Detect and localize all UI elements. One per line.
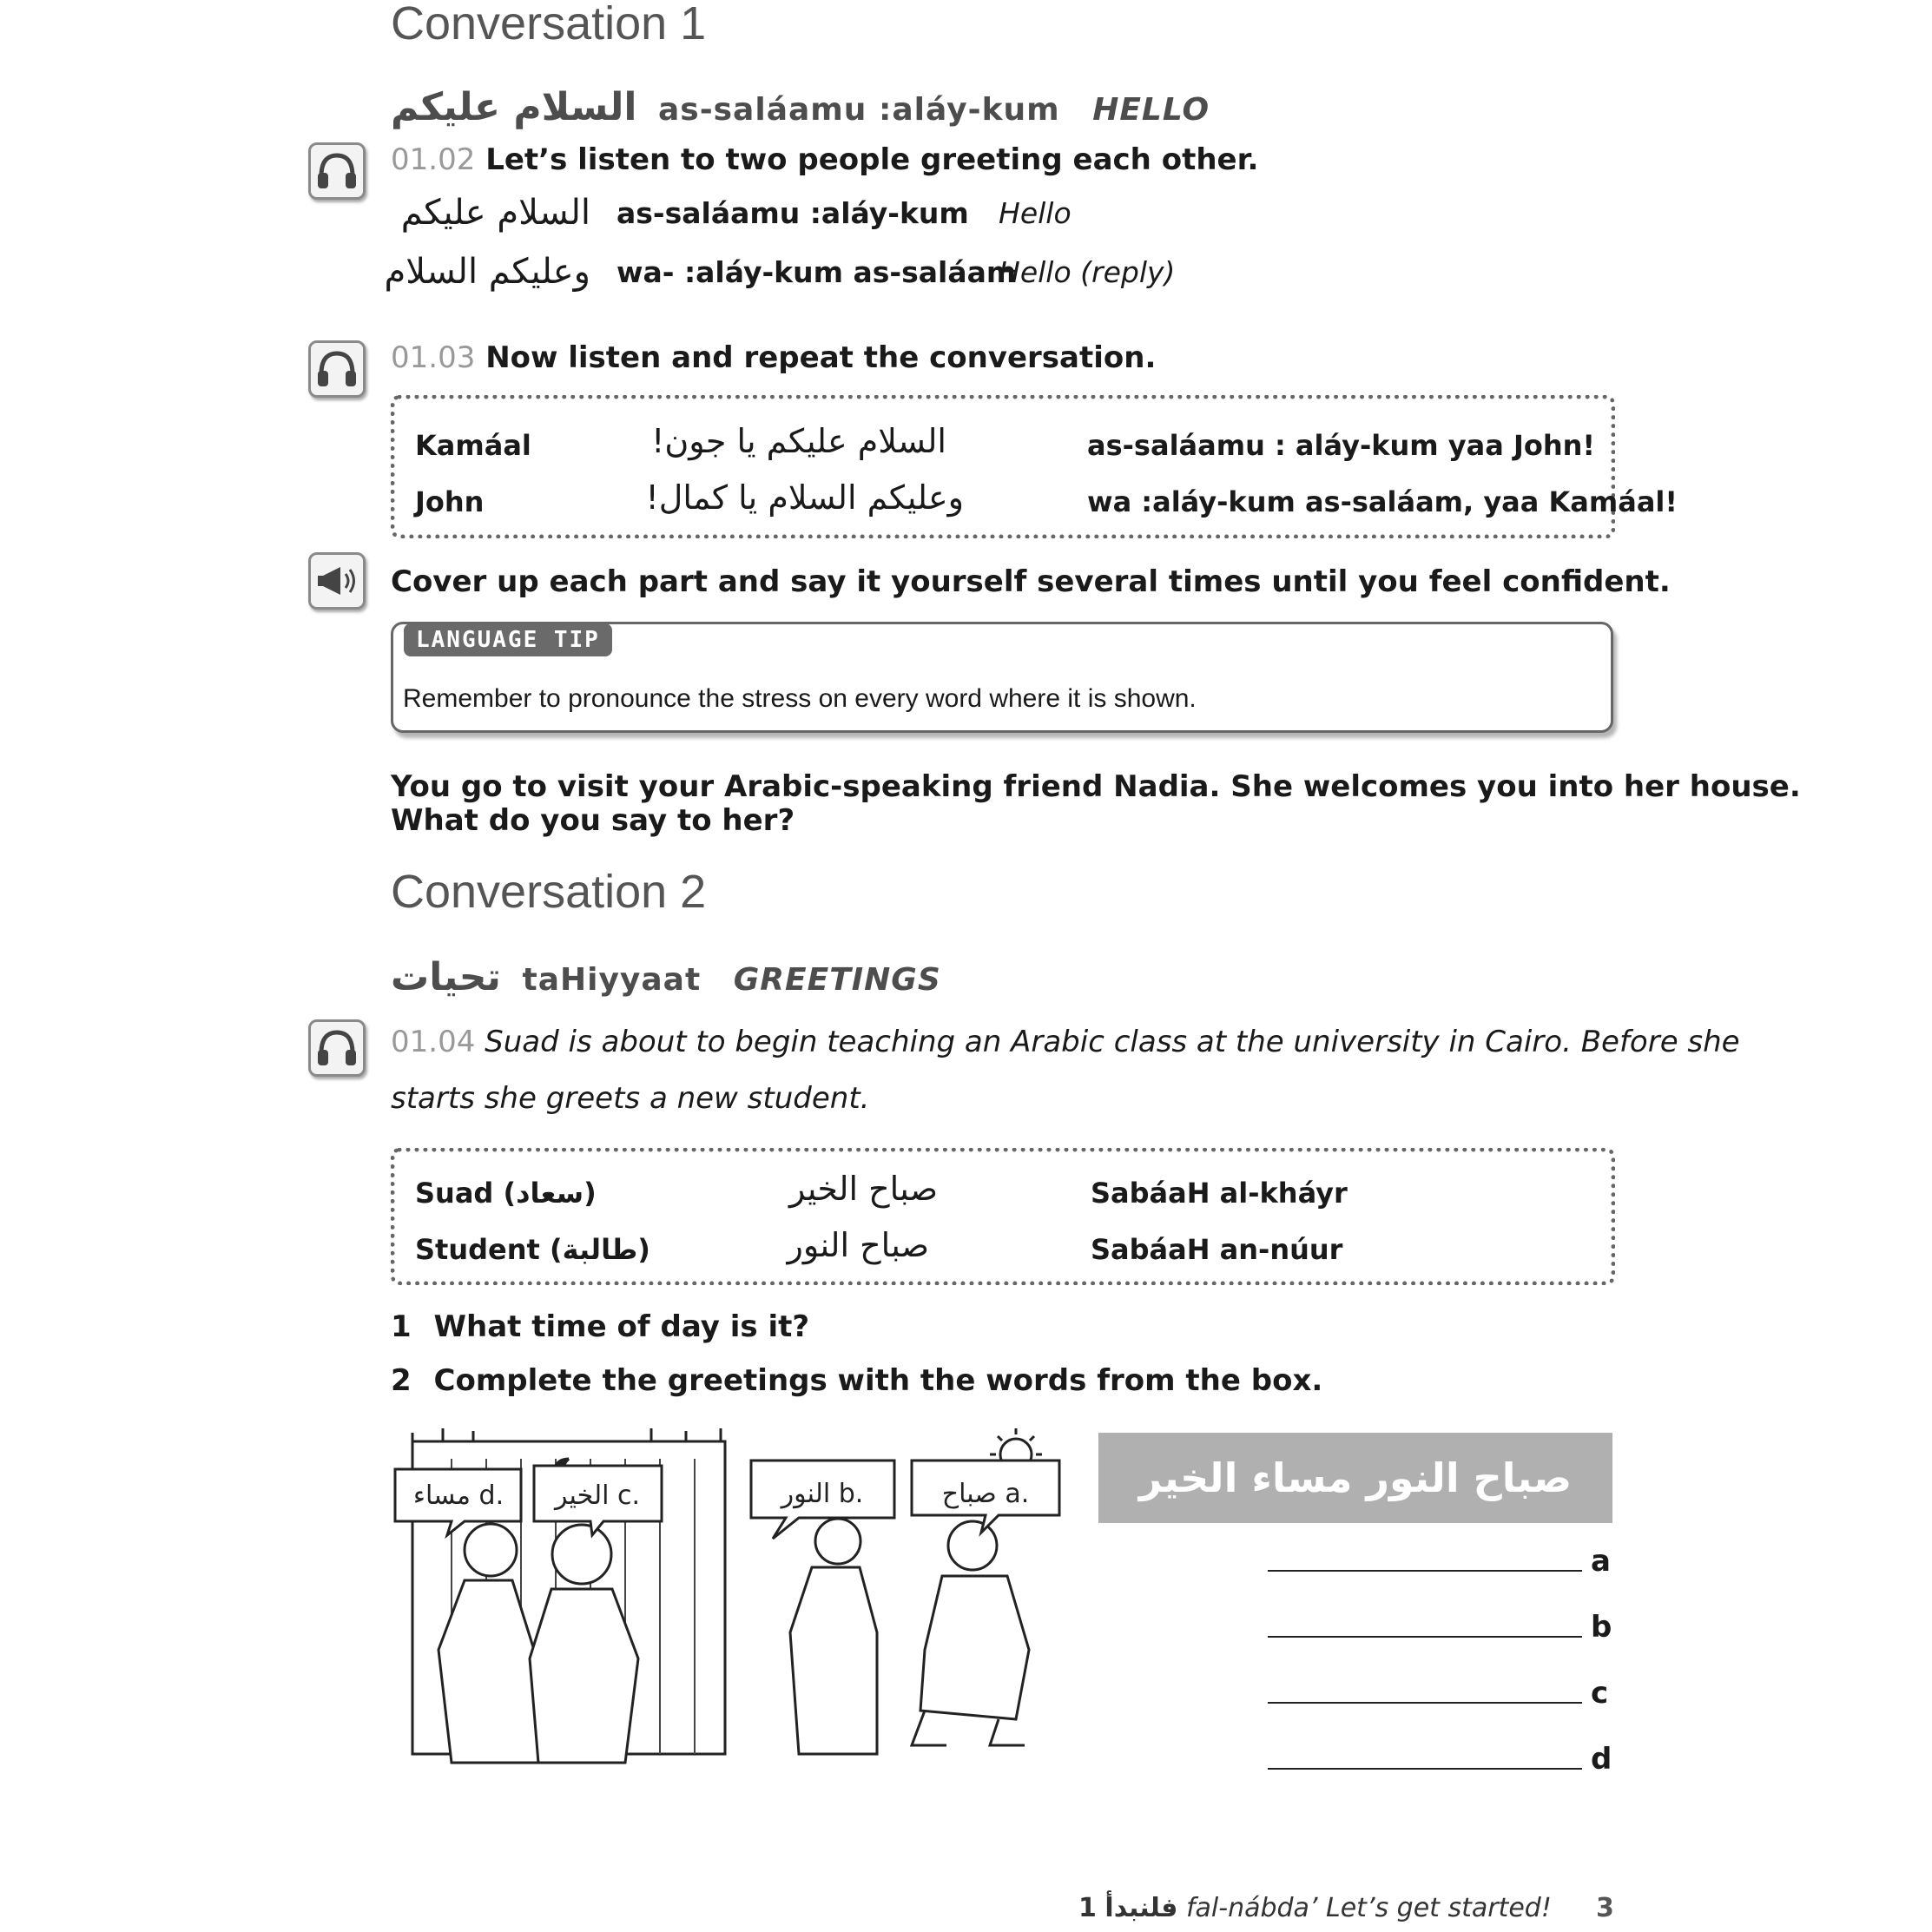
question-1 — [391, 1309, 809, 1344]
task-line-2: What do you say to her? — [391, 803, 795, 838]
answer-blank[interactable] — [1268, 1636, 1582, 1638]
subtitle-english: HELLO — [1092, 92, 1210, 128]
vocab-english: Hello (reply) — [999, 255, 1176, 289]
dialogue-transliteration: SabáaH an-núur — [1091, 1233, 1343, 1266]
intro-text-line-2: starts she greets a new student. — [391, 1081, 870, 1116]
page-footer — [1078, 1893, 1552, 1923]
unit-arabic: فلنبدأ — [1104, 1893, 1178, 1923]
vocab-transliteration: as-saláamu :aláy-kum — [617, 196, 969, 230]
dialogue-arabic: صباح النور — [787, 1226, 929, 1264]
language-tip-label: LANGUAGE TIP — [404, 623, 612, 656]
blank-letter: d — [1591, 1742, 1612, 1777]
subtitle-english: GREETINGS — [733, 962, 941, 998]
language-tip-text: Remember to pronounce the stress on every word where it is shown. — [403, 684, 1197, 713]
track-number: 01.04 — [391, 1025, 476, 1059]
vocab-arabic: وعليكم السلام — [384, 252, 590, 292]
blank-letter: b — [1591, 1610, 1612, 1645]
bubble-text: صباح a. — [941, 1479, 1030, 1509]
instruction-repeat — [391, 340, 1156, 375]
task-line-1: You go to visit your Arabic-speaking friend Nadia. She welcomes you into her house. — [391, 769, 1801, 804]
question-2 — [391, 1363, 1322, 1398]
conversation-1-title: Conversation 1 — [391, 0, 707, 49]
greeting-illustration — [391, 1424, 1077, 1771]
question-number: 2 — [391, 1363, 412, 1398]
subtitle-arabic: السلام عليكم — [391, 85, 637, 129]
megaphone-icon — [308, 552, 366, 610]
dialogue-arabic: السلام عليكم يا جون! — [651, 422, 946, 460]
track-number: 01.03 — [391, 340, 476, 375]
subtitle-arabic: تحيات — [391, 955, 501, 999]
headphones-icon[interactable] — [308, 1019, 366, 1077]
dialogue-transliteration: SabáaH al-kháyr — [1091, 1177, 1348, 1210]
instruction-listen — [391, 142, 1258, 177]
conversation-2-title: Conversation 2 — [391, 866, 707, 918]
dialogue-arabic: وعليكم السلام يا كمال! — [645, 478, 964, 517]
answer-blank[interactable] — [1268, 1702, 1582, 1704]
page-number: 3 — [1596, 1893, 1614, 1923]
dialogue-speaker: John — [415, 485, 485, 518]
unit-title: fal-nábda’ Let’s get started! — [1185, 1893, 1552, 1923]
dialogue-transliteration: as-saláamu : aláy-kum yaa John! — [1087, 429, 1596, 462]
subtitle-transliteration: as-saláamu :aláy-kum — [657, 92, 1060, 128]
speaking-instruction: Cover up each part and say it yourself several times until you feel confident. — [391, 564, 1671, 599]
conversation-1-subtitle — [391, 85, 1210, 129]
bubble-text: الخير c. — [554, 1480, 641, 1511]
dialogue-arabic: صباح الخير — [788, 1170, 938, 1208]
vocab-english: Hello — [999, 196, 1072, 230]
intro-text-line-1: Suad is about to begin teaching an Arabic class at the university in Cairo. Before she — [485, 1025, 1740, 1059]
track-number: 01.02 — [391, 142, 476, 177]
headphones-icon[interactable] — [308, 340, 366, 398]
question-text: Complete the greetings with the words from the box. — [433, 1363, 1323, 1398]
answer-blank[interactable] — [1268, 1768, 1582, 1770]
dialogue-speaker: Student (طالبة) — [415, 1233, 650, 1266]
instruction-text: Let’s listen to two people greeting each other. — [485, 142, 1259, 177]
question-text: What time of day is it? — [433, 1309, 810, 1344]
instruction-text: Now listen and repeat the conversation. — [485, 340, 1157, 375]
unit-number: 1 — [1078, 1893, 1097, 1923]
dialogue-transliteration: wa :aláy-kum as-saláam, yaa Kamáal! — [1087, 485, 1678, 518]
subtitle-transliteration: taHiyyaat — [522, 962, 702, 998]
bubble-text: النور b. — [781, 1479, 864, 1509]
bubble-text: مساء d. — [412, 1480, 504, 1511]
conversation-2-subtitle — [391, 955, 941, 999]
answer-blank[interactable] — [1268, 1570, 1582, 1572]
dialogue-speaker: Kamáal — [415, 429, 531, 462]
blank-letter: c — [1591, 1676, 1609, 1711]
dialogue-speaker: Suad (سعاد) — [415, 1177, 597, 1210]
headphones-icon[interactable] — [308, 142, 366, 200]
vocab-transliteration: wa- :aláy-kum as-saláam — [617, 255, 1017, 289]
vocab-arabic: السلام عليكم — [400, 193, 590, 233]
conversation-2-intro — [391, 1025, 1740, 1059]
word-box: صباح النور مساء الخير — [1098, 1433, 1612, 1523]
question-number: 1 — [391, 1309, 412, 1344]
blank-letter: a — [1591, 1544, 1611, 1579]
